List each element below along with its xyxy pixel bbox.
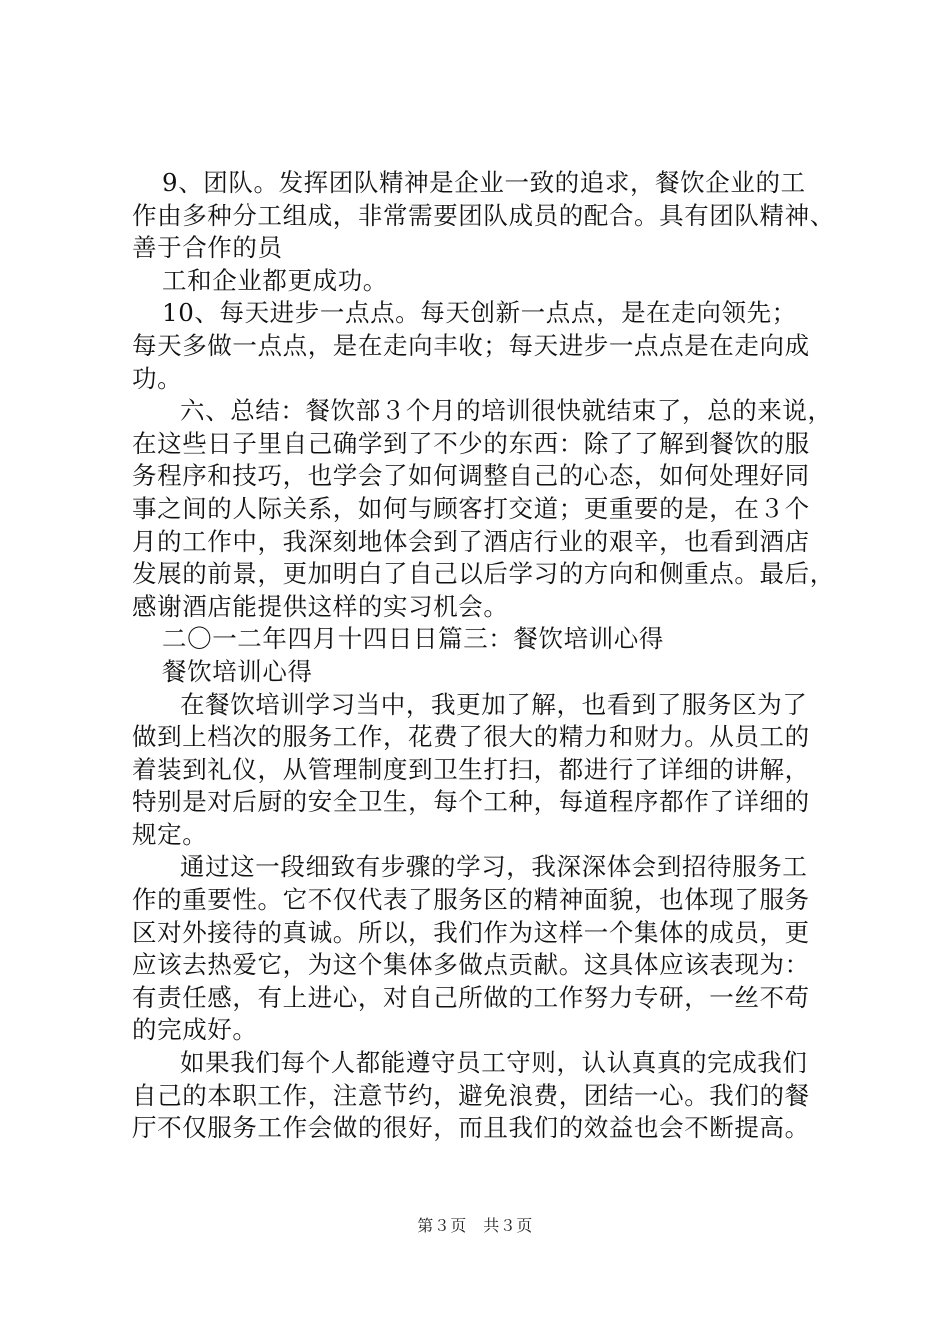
text-line: 区对外接待的真诚。所以，我们作为这样一个集体的成员，更 — [132, 917, 810, 947]
text-line: 有责任感，有上进心，对自己所做的工作努力专研，一丝不苟 — [132, 982, 810, 1012]
text-line: 着装到礼仪，从管理制度到卫生打扫，都进行了详细的讲解， — [132, 754, 810, 784]
page-number-footer: 第３页 共３页 — [417, 1216, 533, 1235]
text-line: 餐饮培训心得 — [162, 656, 313, 686]
text-line: 务程序和技巧，也学会了如何调整自己的心态，如何处理好同 — [132, 461, 810, 491]
text-line: 在餐饮培训学习当中，我更加了解，也看到了服务区为了 — [180, 689, 808, 719]
text-line: 厅不仅服务工作会做的很好，而且我们的效益也会不断提高。 — [132, 1113, 810, 1143]
text-line: 9、团队。发挥团队精神是企业一致的追求，餐饮企业的工 — [162, 168, 806, 197]
text-line: 工和企业都更成功。 — [162, 265, 388, 295]
text-line: 善于合作的员 — [132, 233, 283, 263]
text-line: 六、总结：餐饮部３个月的培训很快就结束了，总的来说， — [180, 396, 833, 426]
text-line: 发展的前景，更加明白了自己以后学习的方向和侧重点。最后， — [132, 559, 835, 589]
text-line: 功。 — [132, 363, 183, 393]
text-line: 每天多做一点点，是在走向丰收；每天进步一点点是在走向成 — [132, 330, 810, 360]
text-line: 如果我们每个人都能遵守员工守则，认认真真的完成我们 — [180, 1048, 808, 1078]
text-line: 作的重要性。它不仅代表了服务区的精神面貌，也体现了服务 — [132, 885, 810, 915]
text-line: 的完成好。 — [132, 1015, 258, 1045]
text-line: 感谢酒店能提供这样的实习机会。 — [132, 591, 509, 621]
text-line: 自己的本职工作，注意节约，避免浪费，团结一心。我们的餐 — [132, 1080, 810, 1110]
text-line: 在这些日子里自己确学到了不少的东西：除了了解到餐饮的服 — [132, 428, 810, 458]
document-body — [132, 167, 835, 1145]
text-line: 做到上档次的服务工作，花费了很大的精力和财力。从员工的 — [132, 722, 810, 752]
text-line: 通过这一段细致有步骤的学习，我深深体会到招待服务工 — [180, 852, 808, 882]
text-line: 规定。 — [132, 819, 208, 849]
text-line: 二〇一二年四月十四日日篇三：餐饮培训心得 — [162, 624, 664, 654]
text-line: 月的工作中，我深刻地体会到了酒店行业的艰辛，也看到酒店 — [132, 526, 810, 556]
text-line: 事之间的人际关系，如何与顾客打交道；更重要的是，在３个 — [132, 493, 810, 523]
text-line: 应该去热爱它，为这个集体多做点贡献。这具体应该表现为： — [132, 950, 810, 980]
text-line: 作由多种分工组成，非常需要团队成员的配合。具有团队精神、 — [132, 200, 835, 230]
text-line: 特别是对后厨的安全卫生，每个工种，每道程序都作了详细的 — [132, 787, 810, 817]
text-line: 10、每天进步一点点。每天创新一点点，是在走向领先； — [162, 298, 797, 328]
